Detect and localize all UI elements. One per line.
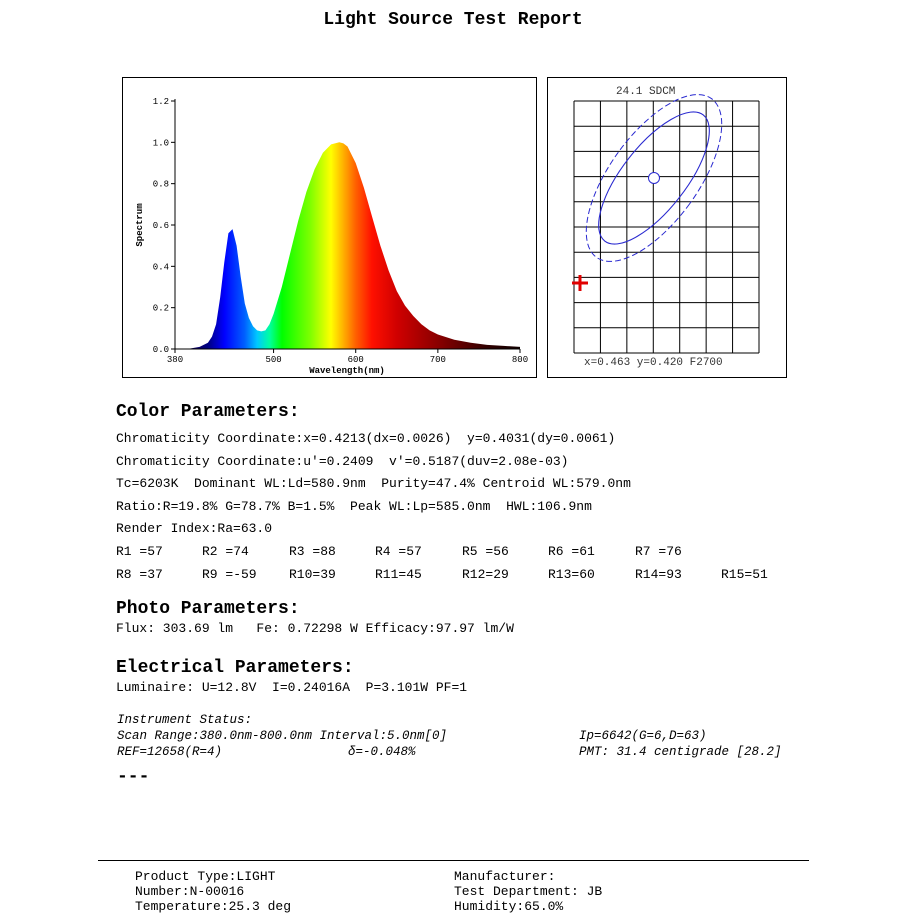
luminaire-line: Luminaire: U=12.8V I=0.24016A P=3.101W PF=1 <box>116 680 468 695</box>
r-value: R15=51 <box>721 567 768 582</box>
x-tick-label: 380 <box>166 355 184 365</box>
ip-value: Ip=6642(G=6,D=63) <box>579 729 707 743</box>
ref-value: REF=12658(R=4) <box>117 745 223 759</box>
x-axis-label: Wavelength(nm) <box>309 366 385 376</box>
photo-parameters-heading: Photo Parameters: <box>116 599 300 619</box>
cie-chart <box>548 78 786 377</box>
test-department: Test Department: JB <box>454 884 603 899</box>
chromaticity-xy-line: Chromaticity Coordinate:x=0.4213(dx=0.0026) y=0.4031(dy=0.0061) <box>116 431 616 446</box>
y-tick-label: 0.2 <box>152 303 169 314</box>
flux-line: Flux: 303.69 lm Fe: 0.72298 W Efficacy:97.97 lm/W <box>116 621 514 636</box>
r-value: R4 =57 <box>375 544 422 559</box>
r-value: R11=45 <box>375 567 422 582</box>
y-axis-label: Spectrum <box>135 203 145 247</box>
y-tick-label: 1.2 <box>152 97 169 107</box>
cie-readout: x=0.463 y=0.420 F2700 <box>584 357 723 369</box>
humidity: Humidity:65.0% <box>454 899 564 914</box>
chromaticity-center-marker <box>649 173 660 184</box>
r-value: R6 =61 <box>548 544 595 559</box>
product-type: Product Type:LIGHT <box>135 869 276 884</box>
footer-divider <box>98 860 809 861</box>
color-parameters-heading: Color Parameters: <box>116 402 300 422</box>
spectrum-panel <box>122 77 537 378</box>
report-title: Light Source Test Report <box>323 10 583 30</box>
render-index-row-1 <box>0 544 906 562</box>
r-value: R10=39 <box>289 567 336 582</box>
y-tick-label: 0.8 <box>152 179 169 190</box>
r-value: R9 =-59 <box>202 567 257 582</box>
render-index-row-2 <box>0 567 906 585</box>
chromaticity-uv-line: Chromaticity Coordinate:u'=0.2409 v'=0.5187(duv=2.08e-03) <box>116 454 569 469</box>
spectrum-area <box>175 142 520 349</box>
r-value: R7 =76 <box>635 544 682 559</box>
r-value: R3 =88 <box>289 544 336 559</box>
instrument-status-heading: Instrument Status: <box>117 713 253 727</box>
manufacturer: Manufacturer: <box>454 869 556 884</box>
electrical-parameters-heading: Electrical Parameters: <box>116 658 354 678</box>
spectrum-chart <box>123 78 536 377</box>
r-value: R8 =37 <box>116 567 163 582</box>
render-index-line: Render Index:Ra=63.0 <box>116 521 273 536</box>
r-value: R2 =74 <box>202 544 249 559</box>
x-tick-label: 800 <box>511 355 529 365</box>
x-tick-label: 500 <box>265 355 282 365</box>
y-tick-label: 0.0 <box>152 345 169 355</box>
r-value: R14=93 <box>635 567 682 582</box>
r-value: R13=60 <box>548 567 595 582</box>
product-number: Number:N-00016 <box>135 884 245 899</box>
sdcm-label: 24.1 SDCM <box>616 86 676 98</box>
temperature: Temperature:25.3 deg <box>135 899 292 914</box>
x-tick-label: 600 <box>347 355 364 365</box>
x-tick-label: 700 <box>429 355 446 365</box>
ratio-line: Ratio:R=19.8% G=78.7% B=1.5% Peak WL:Lp=585.0nm HWL:106.9nm <box>116 499 592 514</box>
r-value: R1 =57 <box>116 544 163 559</box>
r-value: R12=29 <box>462 567 509 582</box>
dashes-separator: --- <box>117 767 150 787</box>
y-tick-label: 1.0 <box>152 138 169 149</box>
delta-value: δ=-0.048% <box>348 745 416 759</box>
y-tick-label: 0.6 <box>152 221 169 231</box>
cie-panel <box>547 77 787 378</box>
y-tick-label: 0.4 <box>152 262 169 273</box>
pmt-value: PMT: 31.4 centigrade [28.2] <box>579 745 782 759</box>
color-temperature-line: Tc=6203K Dominant WL:Ld=580.9nm Purity=47.4% Centroid WL:579.0nm <box>116 476 631 491</box>
r-value: R5 =56 <box>462 544 509 559</box>
scan-range-line: Scan Range:380.0nm-800.0nm Interval:5.0nm[0] <box>117 729 448 743</box>
